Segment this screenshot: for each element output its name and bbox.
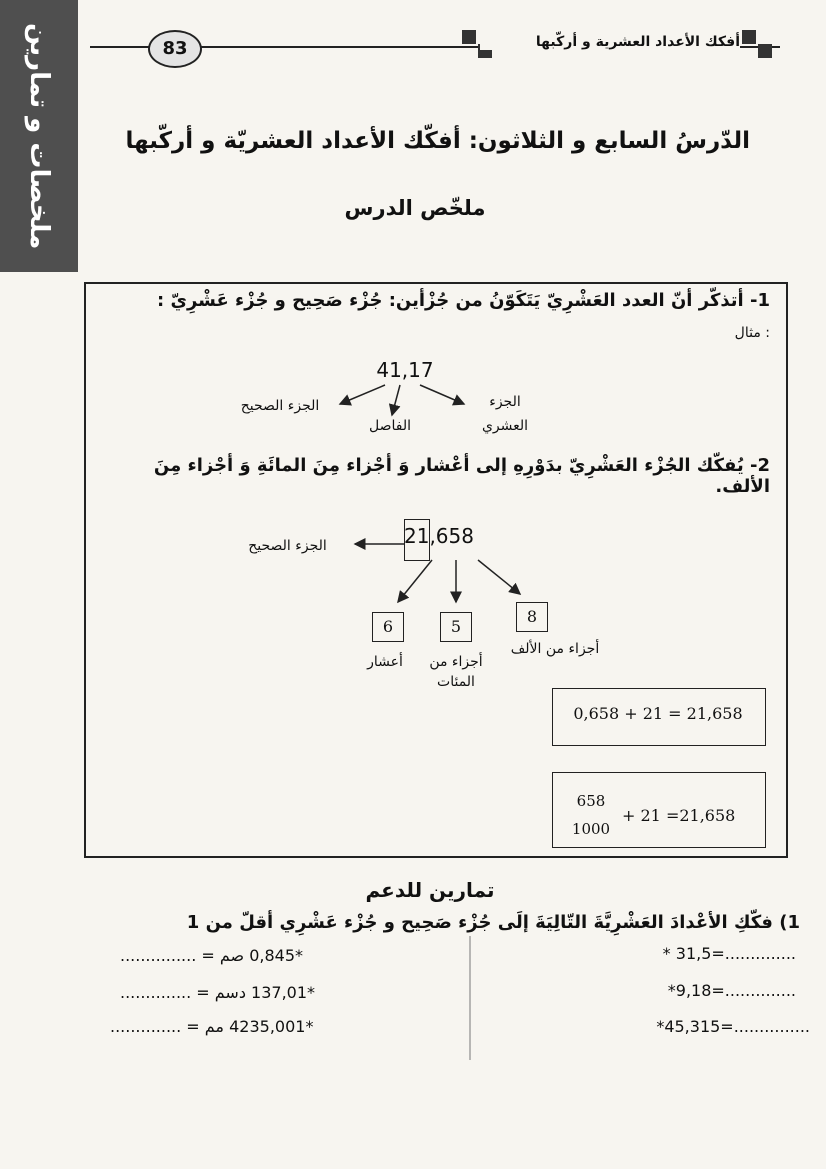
exercise-item: * 31,5=.............. <box>662 944 796 963</box>
digit-hundredths-box: 5 <box>440 612 472 642</box>
exercises-title: تمارين للدعم <box>365 878 495 902</box>
equation-1: 0,658 + 21 = 21,658 <box>573 704 743 723</box>
label-decimal-part-line1: الجزء <box>489 394 521 410</box>
example-number-1: 41,17 <box>376 358 434 382</box>
fraction-numerator: 658 <box>576 792 606 810</box>
label-thousandths: أجزاء من الألف <box>510 641 600 657</box>
exercise-item: *0,845 صم = ............... <box>120 946 303 965</box>
header-title: أفكك الأعداد العشرية و أركّبها <box>480 34 740 50</box>
exercise-item: *9,18=.............. <box>667 981 796 1000</box>
fraction-denominator: 1000 <box>571 820 611 838</box>
example-number-2: 21,658 <box>404 524 474 548</box>
label-whole-part-2: الجزء الصحيح <box>248 538 327 554</box>
lesson-title: الدّرسُ السابع و الثلاثون: أفكّك الأعداد العشريّة و أركّبها <box>125 128 750 154</box>
label-separator: الفاصل <box>369 418 411 434</box>
sidebar-label: ملخصات و تمارين <box>24 22 54 250</box>
label-tenths: أعشار <box>367 654 403 670</box>
summary-title: ملخّص الدرس <box>344 196 486 220</box>
exercise-item: *137,01 دسم = .............. <box>120 983 316 1002</box>
page-number: 83 <box>148 30 202 68</box>
equation-2: + 21 =21,658 <box>622 806 736 825</box>
label-whole-part: الجزء الصحيح <box>240 398 320 414</box>
label-hundredths-line2: المئات <box>437 674 475 690</box>
label-hundredths-line1: أجزاء من <box>429 654 483 670</box>
point-2-text: 2- يُفكّك الجُزْء العَشْرِيّ بدَوْرِهِ إلى أعْشار وَ أجْزاء مِنَ المائَةِ وَ أجْزاء مِنَ الألف. <box>153 455 770 497</box>
label-decimal-part-line2: العشري <box>481 418 529 434</box>
exercise-item: *45,315=............... <box>656 1017 810 1036</box>
point-1-text: 1- أتذكّر أنّ العدد العَشْرِيّ يَتَكَوّنُ من جُزْأين: جُزْء صَحِيح و جُزْء عَشْرِيّ : <box>157 290 770 311</box>
exercise-item: *4235,001 مم = .............. <box>110 1017 314 1036</box>
digit-tenths-box: 6 <box>372 612 404 642</box>
digit-thousandths-box: 8 <box>516 602 548 632</box>
example-label: مثال : <box>734 325 770 341</box>
exercise-1-instruction: 1) فكّكِ الأعْدادَ العَشْرِيَّةَ التّالِيَةَ إلَى جُزْء صَحِيح و جُزْء عَشْرِي أقلّ من 1 <box>186 912 800 933</box>
